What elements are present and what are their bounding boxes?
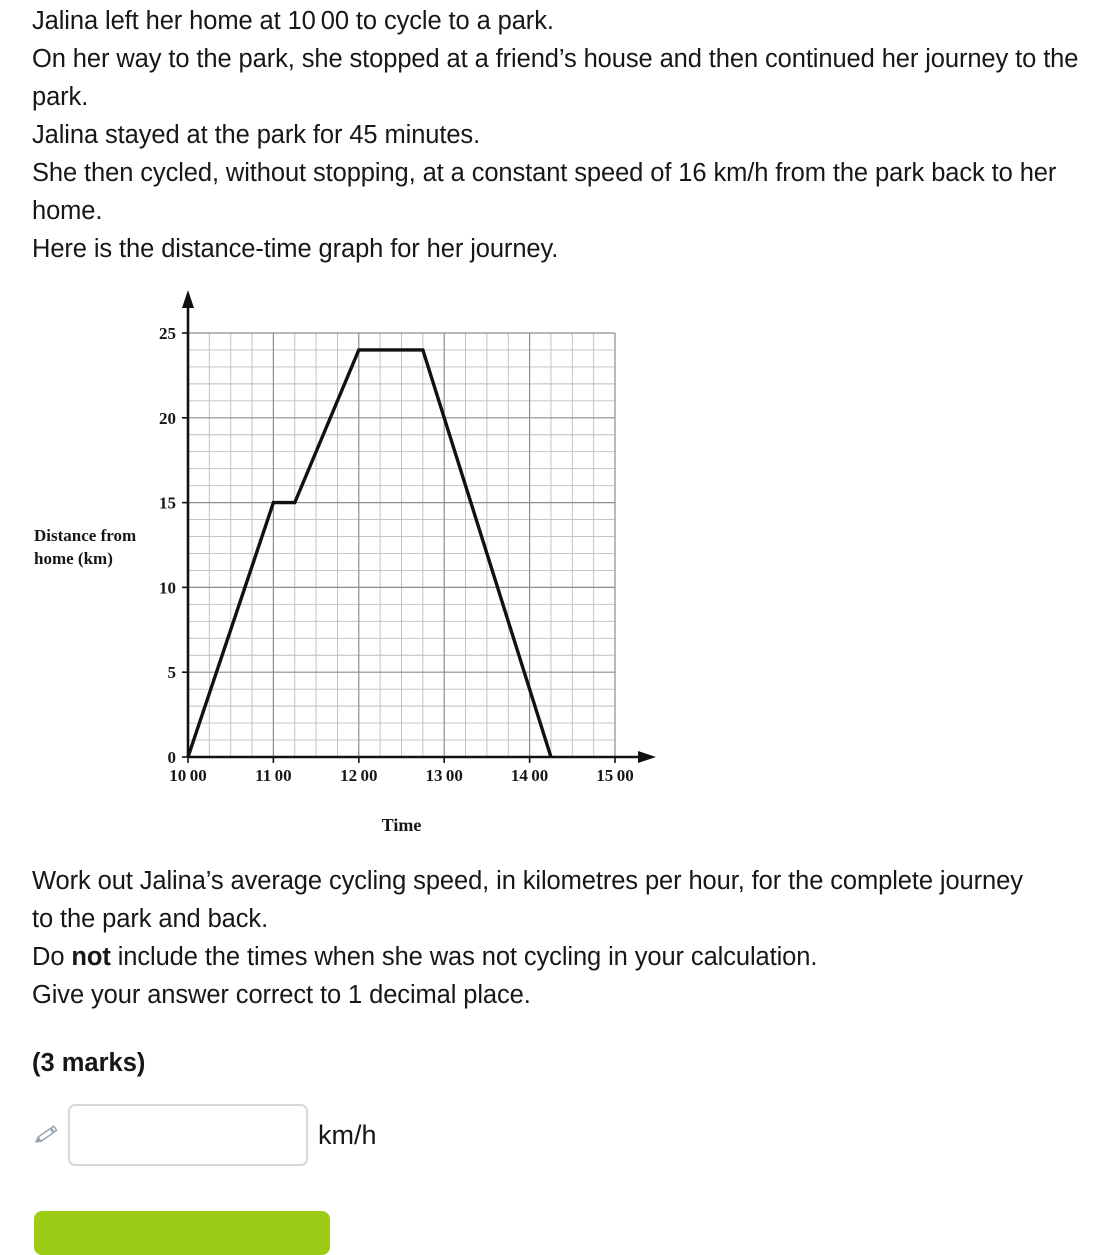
y-axis-label-line1: Distance from bbox=[34, 526, 137, 545]
marks-label: (3 marks) bbox=[32, 1049, 146, 1077]
x-axis-tick-labels bbox=[169, 766, 633, 785]
ask-line-1: Work out Jalina’s average cycling speed, in kilometres per hour, for the complete journey to the park and back. bbox=[32, 867, 1023, 933]
x-tick-label-3: 13 00 bbox=[425, 766, 463, 785]
stem-line-3: Jalina stayed at the park for 45 minutes. bbox=[32, 121, 481, 149]
stem-line-4: She then cycled, without stopping, at a constant speed of 16 km/h from the park back to her home. bbox=[32, 159, 1057, 225]
question-stem bbox=[32, 2, 1094, 268]
stem-line-5: Here is the distance-time graph for her journey. bbox=[32, 235, 559, 263]
y-axis-label bbox=[34, 524, 184, 570]
question-instructions bbox=[32, 862, 1032, 1014]
stem-line-1: Jalina left her home at 10 00 to cycle to a park. bbox=[32, 7, 554, 35]
grid-minor-lines bbox=[188, 333, 615, 757]
y-tick-label-0: 0 bbox=[167, 748, 176, 767]
answer-input[interactable] bbox=[68, 1104, 308, 1166]
ask-line-2-prefix: Do bbox=[32, 943, 72, 971]
submit-button[interactable] bbox=[34, 1211, 330, 1255]
ask-line-3: Give your answer correct to 1 decimal place. bbox=[32, 981, 531, 1009]
axis-tick-marks bbox=[182, 333, 615, 763]
y-tick-label-3: 15 bbox=[159, 493, 176, 513]
x-tick-label-4: 14 00 bbox=[510, 766, 549, 785]
ask-line-2-bold: not bbox=[71, 943, 111, 971]
y-tick-label-1: 5 bbox=[167, 663, 176, 683]
ask-line-2-suffix: include the times when she was not cycling in your calculation. bbox=[110, 943, 818, 971]
x-axis-label bbox=[382, 815, 422, 835]
y-axis-label-line2: home (km) bbox=[34, 549, 113, 568]
ask-line-2 bbox=[32, 938, 1032, 976]
distance-time-graph-figure bbox=[0, 282, 700, 842]
x-tick-label-2: 12 00 bbox=[340, 766, 378, 785]
graph-axes bbox=[182, 290, 656, 763]
y-tick-label-4: 20 bbox=[159, 408, 176, 428]
y-tick-label-5: 25 bbox=[159, 324, 176, 343]
pencil-icon bbox=[32, 1120, 60, 1150]
x-tick-label-1: 11 00 bbox=[255, 766, 292, 785]
answer-row bbox=[32, 1104, 377, 1166]
stem-line-2: On her way to the park, she stopped at a friend’s house and then continued her journey to the park. bbox=[32, 45, 1079, 111]
y-tick-label-2: 10 bbox=[159, 578, 176, 598]
answer-unit-label: km/h bbox=[318, 1120, 377, 1150]
x-tick-label-0: 10 00 bbox=[169, 766, 207, 785]
x-axis-title: Time bbox=[381, 815, 422, 835]
x-tick-label-5: 15 00 bbox=[596, 766, 634, 785]
